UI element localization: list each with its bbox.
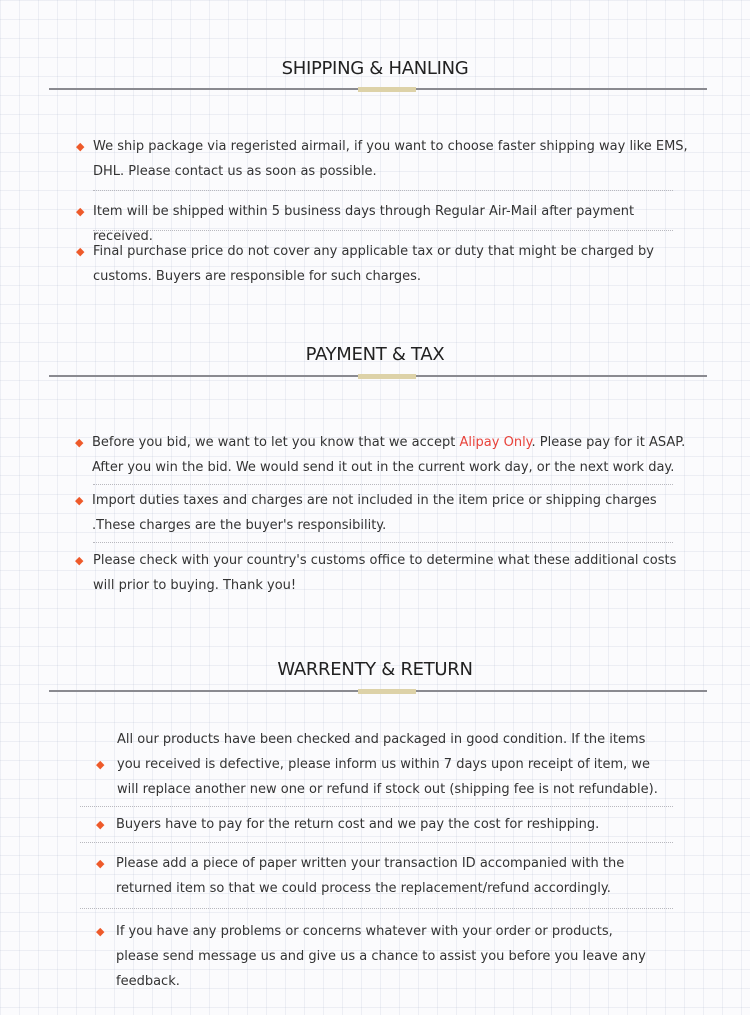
warranty-accent (358, 689, 416, 694)
payment-item-customs: Please check with your country's customs office to determine what these additional costs will prior to buying. Thank you! (93, 553, 677, 593)
dotted-divider (93, 484, 673, 485)
diamond-bullet-icon: ◆ (96, 857, 105, 870)
alipay-only-highlight: Alipay Only (459, 435, 532, 450)
shipping-item-timing: Item will be shipped within 5 business days through Regular Air-Mail after payment received. (93, 204, 635, 244)
diamond-bullet-icon: ◆ (75, 554, 84, 567)
dotted-divider (80, 842, 673, 843)
payment-item-duties: Import duties taxes and charges are not included in the item price or shipping charges .These charges are the buyer's responsibility. (92, 493, 657, 533)
warranty-item-condition: All our products have been checked and packaged in good condition. If the items you received is defective, please inform us within 7 days upon receipt of item, we will replace another new one or refund if stock out (shipping fee is not refundable). (117, 732, 658, 797)
dotted-divider (80, 908, 673, 909)
diamond-bullet-icon: ◆ (76, 205, 85, 218)
payment-accent (358, 374, 416, 379)
diamond-bullet-icon: ◆ (96, 818, 105, 831)
shipping-item-tax: Final purchase price do not cover any applicable tax or duty that might be charged by customs. Buyers are responsible for such charges. (93, 244, 654, 284)
payment-item-alipay (92, 430, 697, 480)
dotted-divider (93, 230, 673, 231)
shipping-accent (358, 87, 416, 92)
diamond-bullet-icon: ◆ (76, 245, 85, 258)
payment-item-alipay-before: Before you bid, we want to let you know that we accept (92, 435, 460, 450)
dotted-divider (80, 806, 673, 807)
diamond-bullet-icon: ◆ (76, 140, 85, 153)
shipping-title: SHIPPING & HANLING (281, 58, 469, 79)
dotted-divider (93, 542, 673, 543)
payment-title: PAYMENT & TAX (305, 344, 445, 365)
shipping-item-airmail: We ship package via regeristed airmail, if you want to choose faster shipping way like EMS, DHL. Please contact us as soon as possible. (93, 139, 688, 179)
diamond-bullet-icon: ◆ (96, 758, 105, 771)
warranty-item-feedback: If you have any problems or concerns whatever with your order or products, please send message us and give us a chance to assist you before you leave any feedback. (116, 924, 646, 989)
diamond-bullet-icon: ◆ (75, 436, 84, 449)
diamond-bullet-icon: ◆ (96, 925, 105, 938)
diamond-bullet-icon: ◆ (75, 494, 84, 507)
warranty-title: WARRENTY & RETURN (277, 659, 473, 680)
dotted-divider (93, 190, 673, 191)
payment-item-alipay-after: . Please pay for it ASAP. After you win the bid. We would send it out in the current work day, or the next work day. (92, 435, 686, 475)
warranty-item-return-cost: Buyers have to pay for the return cost and we pay the cost for reshipping. (116, 817, 600, 832)
warranty-item-transaction-id: Please add a piece of paper written your transaction ID accompanied with the returned item so that we could process the replacement/refund accordingly. (116, 856, 625, 896)
